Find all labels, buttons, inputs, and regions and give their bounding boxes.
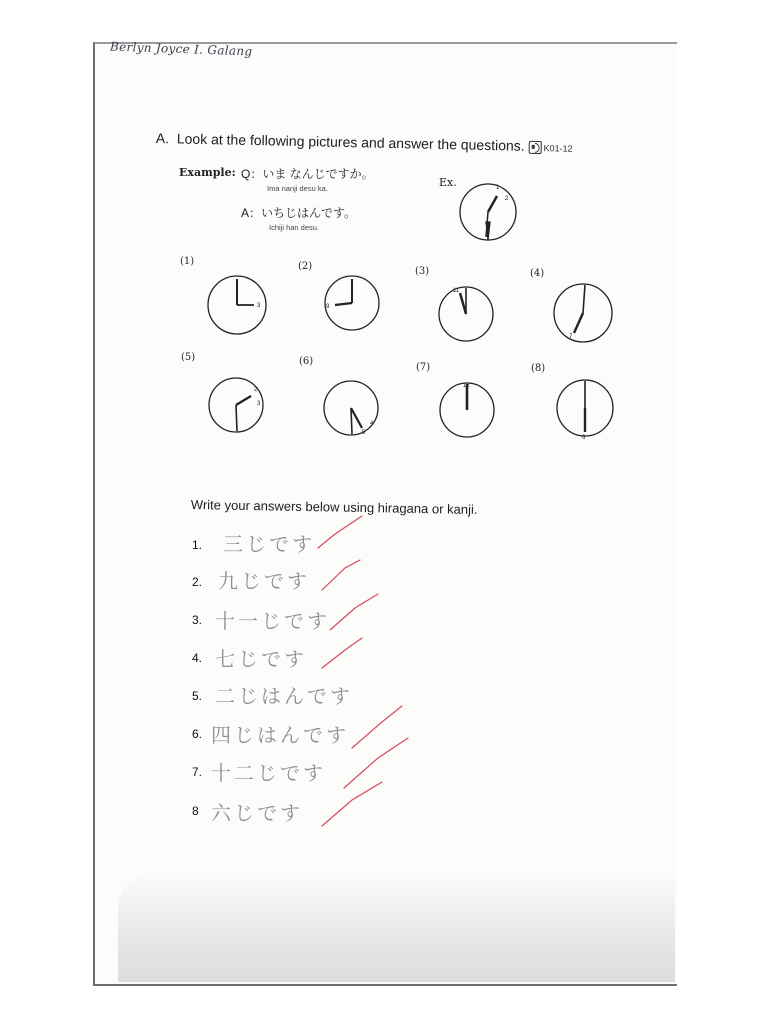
svg-text:4: 4 — [370, 421, 374, 427]
answer-text-2: 九じです — [218, 569, 310, 593]
clock-label-8: (8) — [531, 363, 546, 374]
example-question-romaji: Ima nanji desu ka. — [267, 184, 328, 193]
answer-number-7: 7. — [192, 765, 203, 779]
clock-7 — [440, 383, 494, 437]
clock-label-7: (7) — [416, 362, 431, 373]
clock-5 — [209, 378, 263, 432]
clock-8 — [557, 380, 613, 441]
answer-text-3: 十一じです — [215, 609, 330, 633]
example-answer: A：いちじはんです。 — [241, 206, 357, 220]
svg-text:3: 3 — [257, 303, 261, 309]
answer-number-5: 5. — [192, 689, 203, 703]
clock-4 — [554, 284, 612, 342]
svg-text:5: 5 — [362, 430, 366, 436]
svg-text:3: 3 — [257, 401, 261, 407]
answer-number-4: 4. — [192, 651, 203, 665]
clock-label-6: (6) — [299, 356, 314, 367]
svg-text:1: 1 — [496, 185, 500, 191]
clock-label-5: (5) — [181, 352, 196, 363]
student-name: Berlyn Joyce I. Galang — [109, 39, 253, 59]
clock-label-1: (1) — [180, 256, 195, 267]
example-clock-label: Ex. — [439, 176, 457, 189]
svg-text:7: 7 — [569, 334, 573, 340]
clock-3 — [439, 287, 493, 341]
example-question: Q：いま なんじですか。 — [241, 167, 374, 181]
answer-text-5: 二じはんです — [215, 684, 353, 708]
example-answer-romaji: Ichiji han desu. — [269, 223, 320, 232]
clock-6 — [324, 381, 378, 436]
answer-text-1: 三じです — [223, 532, 315, 556]
svg-text:12: 12 — [463, 383, 470, 389]
clock-label-2: (2) — [298, 261, 313, 272]
answer-number-2: 2. — [192, 575, 203, 589]
exercise-prompt: Look at the following pictures and answer the questions. — [176, 130, 525, 154]
exercise-letter: A. — [155, 130, 170, 147]
svg-text:6: 6 — [582, 435, 586, 441]
clock-1 — [208, 276, 266, 334]
answer-number-6: 6. — [192, 727, 203, 741]
answer-number-8: 8 — [192, 804, 199, 818]
svg-text:2: 2 — [505, 196, 509, 202]
clock-2 — [325, 276, 379, 330]
svg-text:11: 11 — [453, 288, 460, 294]
clock-label-3: (3) — [415, 266, 430, 277]
answer-text-8: 六じです — [211, 801, 303, 825]
answer-number-3: 3. — [192, 613, 203, 627]
answer-text-6: 四じはんです — [211, 723, 349, 747]
clock-label-4: (4) — [530, 268, 545, 279]
example-clock — [460, 184, 516, 240]
answer-number-1: 1. — [192, 538, 203, 552]
answer-text-4: 七じです — [215, 647, 307, 671]
answer-text-7: 十二じです — [211, 761, 326, 785]
example-label: Example: — [179, 166, 236, 179]
answer-instructions: Write your answers below using hiragana or kanji. — [190, 497, 478, 517]
svg-text:9: 9 — [326, 304, 330, 310]
audio-track: K01-12 — [543, 143, 573, 154]
svg-text:2: 2 — [254, 387, 258, 393]
